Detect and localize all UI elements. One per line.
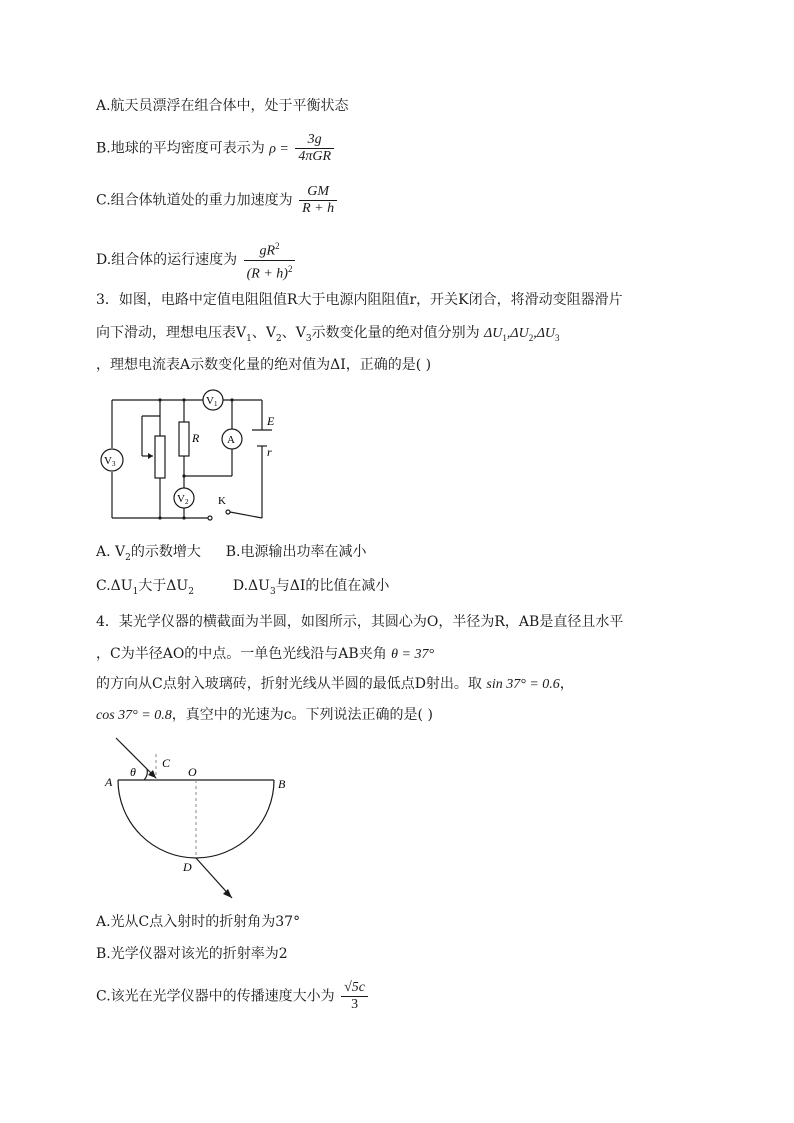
q3-line2-sub3: 3 (305, 333, 312, 344)
q2-option-d-fraction (244, 238, 296, 282)
q3-option-a (96, 544, 201, 563)
q3-line2-c: 、V (281, 325, 306, 341)
q4-option-a (96, 912, 300, 932)
q3-line2-sub1: 1 (246, 333, 252, 344)
q4-stem-line2 (96, 644, 434, 665)
q3-du1: ΔU (484, 326, 503, 341)
q2-option-b-lhs: ρ = (269, 141, 289, 157)
q3-option-d-prefix: D.ΔU (232, 578, 270, 594)
voltmeter-v2-label: V2 (177, 493, 189, 506)
theta-angle-arc (144, 769, 147, 780)
q3-option-c-sub1: 1 (132, 586, 139, 597)
q3-stem-line3 (96, 355, 431, 375)
q4-option-c-fraction (341, 980, 368, 1013)
q4-option-c (96, 980, 370, 1013)
q4-option-c-numerator: √5c (341, 980, 368, 997)
incident-ray (116, 738, 156, 778)
q2-option-b-text: B.地球的平均密度可表示为 (96, 140, 265, 157)
internal-resistance-label: r (267, 445, 272, 459)
point-d-label: D (183, 860, 192, 874)
q2-option-d-num-base: gR (259, 243, 276, 259)
q3-stem-line1-text: 3．如图，电路中定值电阻阻值R大于电源内阻阻值r，开关K闭合，将滑动变阻器滑片 (96, 292, 623, 308)
q3-option-c-prefix: C.ΔU (96, 578, 133, 594)
q3-stem-line2 (96, 323, 560, 349)
q4-stem-line3-text: 的方向从C点射入玻璃砖，折射光线从半圆的最低点D射出。取 (96, 676, 482, 692)
q2-option-d-denominator (244, 261, 296, 283)
q4-sin-value: sin 37° = 0.6 (486, 677, 560, 692)
q2-option-c-numerator: GM (299, 184, 337, 201)
q3-du3: ,ΔU (533, 326, 556, 341)
q3-line2-d: 示数变化量的绝对值分别为 (311, 325, 480, 341)
q4-option-b (96, 944, 288, 964)
q3-option-c-sub2: 2 (188, 586, 194, 597)
q2-option-b-numerator: 3g (295, 132, 334, 149)
q3-option-d-text: 与ΔI的比值在减小 (275, 578, 390, 594)
q2-option-a (96, 96, 349, 116)
semicircle-optics-diagram (100, 732, 300, 904)
q2-option-c-text: C.组合体轨道处的重力加速度为 (96, 192, 293, 209)
q4-stem-line1-text: 4．某光学仪器的横截面为半圆，如图所示，其圆心为O，半径为R，AB是直径且水平 (96, 614, 624, 630)
q3-du3-sub: 3 (555, 332, 560, 343)
q3-line2-b: 、V (251, 325, 276, 341)
ammeter-label: A (227, 434, 235, 446)
q3-option-a-sub: 2 (125, 552, 131, 563)
q2-option-d-den-base: (R + h) (246, 266, 288, 282)
circuit-diagram (96, 386, 276, 526)
q3-option-d (232, 578, 390, 597)
q3-option-b: B.电源输出功率在减小 (225, 544, 367, 560)
q3-stem-line1 (96, 290, 623, 310)
q3-stem-line3-text: ，理想电流表A示数变化量的绝对值为ΔI，正确的是( ) (96, 357, 432, 373)
q4-option-a-text: A.光从C点入射时的折射角为37° (96, 914, 301, 930)
q2-option-b-denominator: 4πGR (298, 149, 332, 164)
q4-option-c-text: C.该光在光学仪器中的传播速度大小为 (96, 988, 335, 1005)
q2-option-d-num-sup: 2 (275, 241, 280, 251)
q4-option-b-text: B.光学仪器对该光的折射率为2 (96, 946, 288, 962)
q2-option-a-text: A.航天员漂浮在组合体中，处于平衡状态 (96, 98, 349, 114)
switch-k-label: K (218, 495, 226, 507)
q3-option-a-prefix: A. V (96, 544, 126, 560)
q3-du2: ,ΔU (506, 326, 529, 341)
q3-option-d-sub: 3 (269, 586, 276, 597)
q2-option-d (96, 238, 297, 282)
q3-options-row1 (96, 542, 367, 568)
q3-option-c-text: 大于ΔU (138, 578, 189, 594)
q3-du2-sub: 2 (528, 332, 534, 343)
q4-stem-line4-text: ，真空中的光速为c。下列说法正确的是( ) (171, 707, 433, 723)
q4-cos-value: cos 37° = 0.8 (96, 708, 172, 723)
q2-option-b-fraction (295, 132, 334, 165)
point-b-label: B (278, 777, 286, 791)
q2-option-c (96, 184, 339, 217)
q2-option-b (96, 132, 336, 165)
q4-theta-value: θ = 37° (391, 647, 435, 662)
voltmeter-v3-label: V3 (104, 455, 116, 468)
q2-option-c-fraction (299, 184, 337, 217)
point-a-label: A (105, 775, 113, 789)
q4-stem-line3-comma: ， (559, 676, 574, 692)
point-c-label: C (162, 756, 171, 770)
theta-label: θ (130, 765, 136, 779)
rheostat-slider-arrow (148, 453, 153, 459)
voltmeter-v1-label: V1 (206, 395, 218, 408)
q3-line2-sub2: 2 (275, 333, 282, 344)
q2-option-d-text: D.组合体的运行速度为 (96, 252, 238, 269)
q4-option-c-denominator: 3 (351, 997, 359, 1012)
resistor-r-label: R (192, 431, 200, 445)
q3-option-a-text: 的示数增大 (130, 544, 201, 560)
q4-stem-line1 (96, 612, 623, 632)
q3-du1-sub: 1 (502, 332, 507, 343)
point-o-label: O (188, 765, 197, 779)
q2-option-c-denominator: R + h (302, 201, 335, 216)
q4-stem-line4 (96, 705, 433, 726)
q4-stem-line2-text: ，C为半径AO的中点。一单色光线沿与AB夹角 (96, 646, 387, 662)
q4-stem-line3 (96, 674, 574, 695)
q3-line2-a: 向下滑动，理想电压表V (96, 325, 247, 341)
q3-options-row2 (96, 576, 389, 602)
q2-option-d-numerator (244, 238, 296, 261)
q2-option-d-den-sup: 2 (287, 263, 293, 274)
q3-option-c (96, 578, 194, 597)
q3-delta-u-list (484, 326, 559, 341)
emf-label: E (267, 414, 275, 428)
